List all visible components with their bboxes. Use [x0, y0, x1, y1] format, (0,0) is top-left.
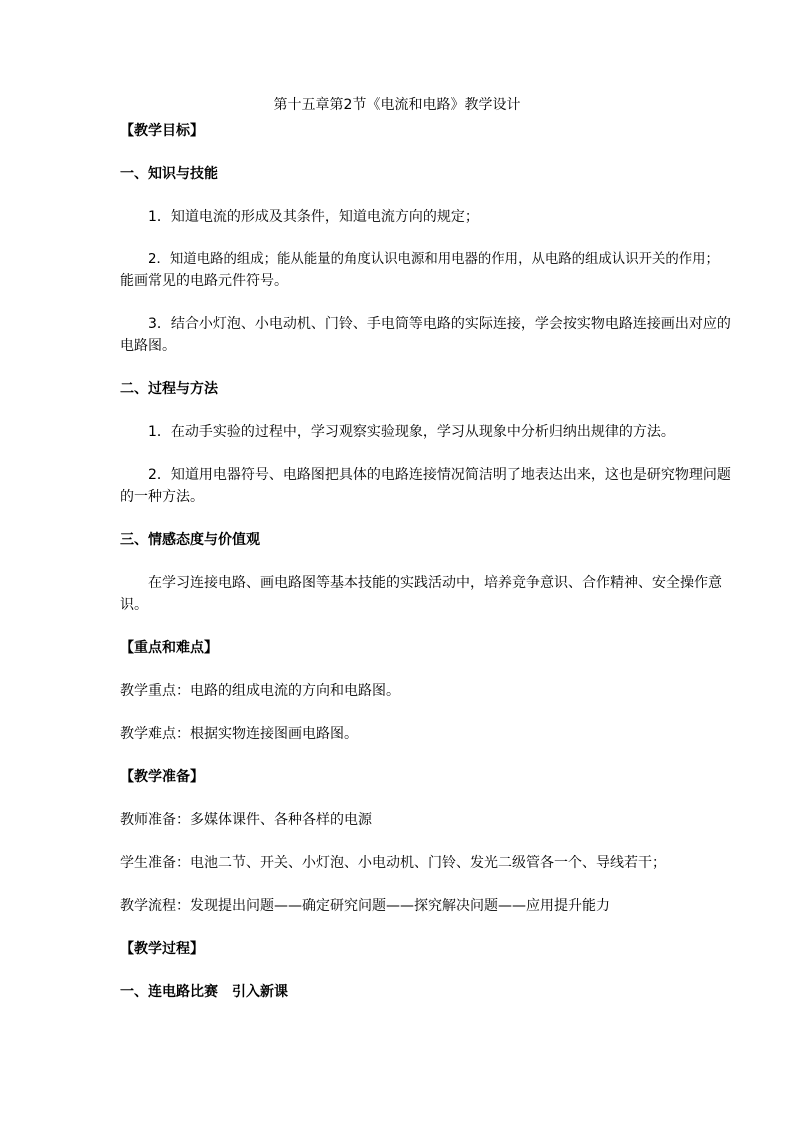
paragraph-knowledge-1: 1．知道电流的形成及其条件，知道电流方向的规定； — [148, 209, 479, 225]
paragraph-knowledge-2-line2: 能画常见的电路元件符号。 — [120, 273, 288, 289]
section-knowledge-skills: 一、知识与技能 — [120, 166, 218, 182]
document-title: 第十五章第2节《电流和电路》教学设计 — [273, 97, 521, 113]
teaching-flow: 教学流程：发现提出问题——确定研究问题——探究解决问题——应用提升能力 — [120, 898, 610, 914]
section-process-method: 二、过程与方法 — [120, 381, 218, 397]
student-preparation: 学生准备：电池二节、开关、小灯泡、小电动机、门铃、发光二级管各一个、导线若干； — [120, 855, 666, 871]
difficulty-point: 教学难点：根据实物连接图画电路图。 — [120, 726, 358, 742]
key-point: 教学重点：电路的组成电流的方向和电路图。 — [120, 683, 400, 699]
heading-key-difficulty: 【重点和难点】 — [120, 640, 218, 656]
teacher-preparation: 教师准备：多媒体课件、各种各样的电源 — [120, 812, 372, 828]
paragraph-knowledge-3-line2: 电路图。 — [120, 338, 176, 354]
heading-preparation: 【教学准备】 — [120, 769, 204, 785]
heading-objectives: 【教学目标】 — [120, 123, 204, 139]
paragraph-attitude-line2: 识。 — [120, 597, 148, 613]
heading-teaching-process: 【教学过程】 — [120, 941, 204, 957]
process-part-1: 一、连电路比赛 引入新课 — [120, 984, 288, 1000]
paragraph-process-2-line1: 2．知道用电器符号、电路图把具体的电路连接情况简洁明了地表达出来，这也是研究物理问题 — [148, 467, 731, 483]
paragraph-process-1: 1．在动手实验的过程中，学习观察实验现象，学习从现象中分析归纳出规律的方法。 — [148, 424, 675, 440]
paragraph-knowledge-2-line1: 2．知道电路的组成；能从能量的角度认识电源和用电器的作用，从电路的组成认识开关的作用； — [148, 252, 719, 267]
paragraph-knowledge-3-line1: 3．结合小灯泡、小电动机、门铃、手电筒等电路的实际连接，学会按实物电路连接画出对应的 — [148, 316, 731, 332]
paragraph-process-2-line2: 的一种方法。 — [120, 489, 204, 505]
paragraph-attitude-line1: 在学习连接电路、画电路图等基本技能的实践活动中，培养竞争意识、合作精神、安全操作意 — [148, 575, 722, 591]
section-attitude-values: 三、情感态度与价值观 — [120, 532, 260, 548]
